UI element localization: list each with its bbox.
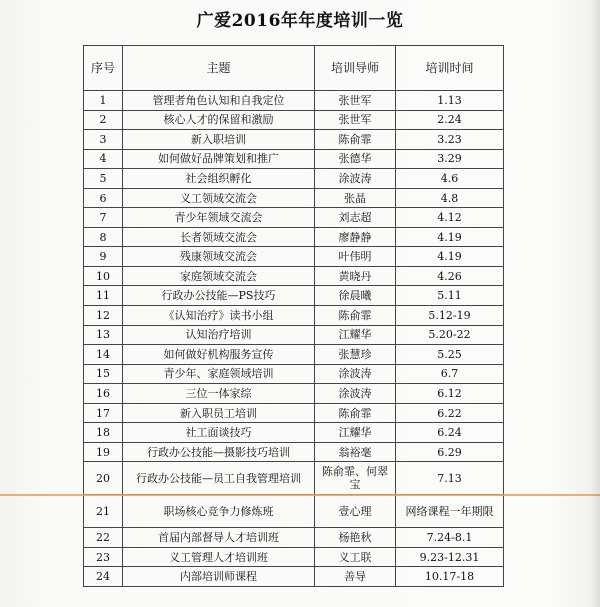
row-time: 5.11 [396,286,504,306]
row-no: 21 [84,495,123,528]
row-no: 19 [84,442,123,462]
row-topic: 行政办公技能—摄影技巧培训 [123,442,315,462]
row-topic: 残康领域交流会 [123,247,315,267]
row-time: 6.22 [396,403,504,423]
row-topic: 青少年领域交流会 [123,208,315,228]
table-row [84,403,504,423]
table-row [84,266,504,286]
table-row [84,286,504,306]
table-row [84,169,504,189]
row-mentor: 杨艳秋 [315,528,396,548]
table-row [84,442,504,462]
row-no: 17 [84,403,123,423]
row-topic: 新入职员工培训 [123,403,315,423]
row-topic: 《认知治疗》读书小组 [123,306,315,326]
row-time: 4.6 [396,169,504,189]
row-time: 5.12-19 [396,306,504,326]
row-no: 24 [84,567,123,587]
row-no: 14 [84,345,123,365]
header-time: 培训时间 [396,46,504,91]
row-mentor: 江耀华 [315,325,396,345]
row-topic: 首届内部督导人才培训班 [123,528,315,548]
row-mentor: 涂波涛 [315,364,396,384]
table-row [84,110,504,130]
row-time: 4.26 [396,266,504,286]
table-row [84,567,504,587]
header-mentor: 培训导师 [315,46,396,91]
row-mentor: 张世军 [315,110,396,130]
row-time: 4.19 [396,247,504,267]
table-row [84,247,504,267]
table-body [84,91,504,587]
row-time: 6.24 [396,423,504,443]
row-mentor: 张晶 [315,188,396,208]
table-row [84,364,504,384]
row-time: 10.17-18 [396,567,504,587]
row-no: 20 [84,462,123,495]
row-time: 3.23 [396,130,504,150]
row-topic: 三位一体家综 [123,384,315,404]
row-time: 2.24 [396,110,504,130]
row-no: 2 [84,110,123,130]
row-no: 13 [84,325,123,345]
table-row [84,227,504,247]
table-row [84,495,504,528]
row-topic: 内部培训师课程 [123,567,315,587]
row-mentor: 徐晨曦 [315,286,396,306]
row-no: 16 [84,384,123,404]
row-time: 5.25 [396,345,504,365]
row-mentor: 陈俞霏、何翠宝 [315,462,396,495]
page-edge-shadow [590,0,600,607]
row-time: 网络课程一年期限 [396,495,504,528]
row-mentor: 陈俞霏 [315,130,396,150]
row-no: 23 [84,547,123,567]
row-topic: 行政办公技能—员工自我管理培训 [123,462,315,495]
row-no: 10 [84,266,123,286]
row-mentor: 叶伟明 [315,247,396,267]
row-topic: 管理者角色认知和自我定位 [123,91,315,111]
row-no: 6 [84,188,123,208]
row-mentor: 张德华 [315,149,396,169]
table-row [84,91,504,111]
row-no: 5 [84,169,123,189]
row-time: 4.8 [396,188,504,208]
row-no: 7 [84,208,123,228]
row-mentor: 刘志超 [315,208,396,228]
table-row [84,462,504,495]
row-time: 6.7 [396,364,504,384]
header-topic: 主题 [123,46,315,91]
row-no: 12 [84,306,123,326]
fold-line [0,494,600,496]
row-topic: 如何做好品牌策划和推广 [123,149,315,169]
row-time: 1.13 [396,91,504,111]
row-topic: 核心人才的保留和激励 [123,110,315,130]
row-time: 4.19 [396,227,504,247]
row-mentor: 张世军 [315,91,396,111]
table-row [84,130,504,150]
row-topic: 职场核心竞争力修炼班 [123,495,315,528]
row-topic: 家庭领域交流会 [123,266,315,286]
table-row [84,306,504,326]
row-no: 1 [84,91,123,111]
row-no: 18 [84,423,123,443]
row-no: 8 [84,227,123,247]
row-mentor: 涂波涛 [315,384,396,404]
row-no: 4 [84,149,123,169]
training-table [83,45,504,587]
row-topic: 认知治疗培训 [123,325,315,345]
table-row [84,384,504,404]
table-row [84,149,504,169]
row-time: 4.12 [396,208,504,228]
row-topic: 如何做好机构服务宣传 [123,345,315,365]
row-time: 3.29 [396,149,504,169]
row-topic: 社会组织孵化 [123,169,315,189]
row-mentor: 涂波涛 [315,169,396,189]
row-no: 22 [84,528,123,548]
row-topic: 行政办公技能—PS技巧 [123,286,315,306]
row-no: 3 [84,130,123,150]
table-row [84,528,504,548]
row-time: 6.12 [396,384,504,404]
row-no: 11 [84,286,123,306]
row-time: 7.13 [396,462,504,495]
table-row [84,423,504,443]
row-topic: 社工面谈技巧 [123,423,315,443]
row-mentor: 黄晓丹 [315,266,396,286]
table-row [84,188,504,208]
row-time: 6.29 [396,442,504,462]
row-mentor: 江耀华 [315,423,396,443]
table-row [84,325,504,345]
table-row [84,208,504,228]
row-no: 15 [84,364,123,384]
row-time: 5.20-22 [396,325,504,345]
row-time: 7.24-8.1 [396,528,504,548]
row-topic: 青少年、家庭领域培训 [123,364,315,384]
row-topic: 新入职培训 [123,130,315,150]
row-topic: 长者领域交流会 [123,227,315,247]
row-mentor: 陈俞霏 [315,306,396,326]
row-mentor: 义工联 [315,547,396,567]
row-no: 9 [84,247,123,267]
table-row [84,345,504,365]
row-mentor: 陈俞霏 [315,403,396,423]
row-mentor: 善导 [315,567,396,587]
row-topic: 义工领域交流会 [123,188,315,208]
row-mentor: 张慧珍 [315,345,396,365]
row-topic: 义工管理人才培训班 [123,547,315,567]
table-row [84,547,504,567]
table-header-row [84,46,504,91]
row-time: 9.23-12.31 [396,547,504,567]
row-mentor: 廖静静 [315,227,396,247]
row-mentor: 翁裕毫 [315,442,396,462]
row-mentor: 壹心理 [315,495,396,528]
document-title: 广爱2016年年度培训一览 [196,11,404,31]
header-no: 序号 [84,46,123,91]
